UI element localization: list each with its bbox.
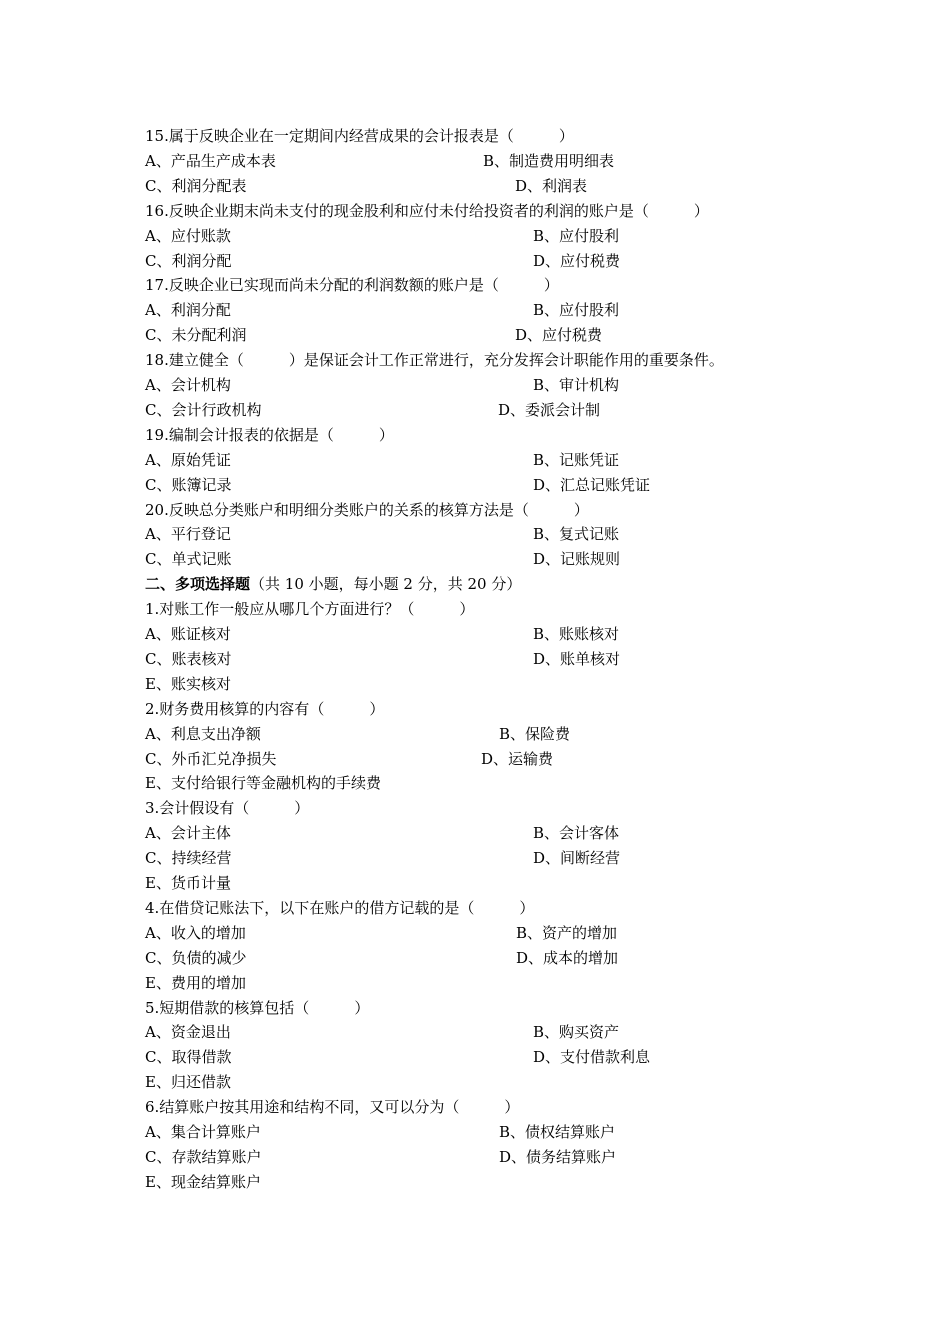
option-text: D、委派会计制	[498, 400, 601, 419]
question-text: 17.反映企业已实现而尚未分配的利润数额的账户是（ ）	[145, 276, 559, 295]
question-text: 2.财务费用核算的内容有（ ）	[145, 699, 385, 718]
option-text: C、存款结算账户	[145, 1147, 262, 1166]
question-text: E、账实核对	[145, 674, 231, 693]
option-text: C、负债的减少	[145, 948, 247, 967]
option-text: B、资产的增加	[516, 923, 618, 942]
option-text: D、支付借款利息	[533, 1048, 651, 1067]
option-text: A、资金退出	[145, 1023, 231, 1042]
option-text: C、利润分配	[145, 251, 232, 270]
option-text: C、利润分配表	[145, 176, 247, 195]
question-text: 6.结算账户按其用途和结构不同，又可以分为（ ）	[145, 1098, 520, 1117]
option-text: D、应付税费	[533, 251, 621, 270]
question-text: 19.编制会计报表的依据是（ ）	[145, 425, 394, 444]
option-text: B、账账核对	[533, 625, 620, 643]
option-text: C、持续经营	[145, 849, 232, 868]
option-text: B、债权结算账户	[499, 1123, 616, 1141]
option-text: D、利润表	[515, 176, 588, 195]
option-text: A、账证核对	[145, 625, 231, 643]
question-text: 4.在借贷记账法下，以下在账户的借方记载的是（ ）	[145, 898, 535, 917]
option-text: C、单式记账	[145, 550, 232, 569]
option-text: B、应付股利	[533, 301, 620, 320]
option-text: C、未分配利润	[145, 326, 247, 345]
option-text: B、制造费用明细表	[483, 151, 615, 170]
question-text: 15.属于反映企业在一定期间内经营成果的会计报表是（ ）	[145, 127, 574, 145]
option-text: B、会计客体	[533, 824, 620, 843]
option-text: B、复式记账	[533, 525, 620, 544]
option-text: D、账单核对	[533, 649, 621, 668]
question-text: E、货币计量	[145, 874, 231, 892]
question-text: 1.对账工作一般应从哪几个方面进行？（ ）	[145, 600, 475, 619]
option-text: B、购买资产	[533, 1023, 620, 1042]
option-text: D、成本的增加	[516, 948, 619, 967]
option-text: C、账表核对	[145, 649, 232, 668]
option-text: C、取得借款	[145, 1048, 232, 1067]
section-note: （共 10 小题，每小题 2 分，共 20 分）	[250, 575, 522, 594]
section-title: 二、多项选择题	[145, 575, 251, 594]
question-text: 20.反映总分类账户和明细分类账户的关系的核算方法是（ ）	[145, 500, 589, 519]
question-text: 18.建立健全（ ）是保证会计工作正常进行，充分发挥会计职能作用的重要条件。	[145, 351, 724, 370]
option-text: B、记账凭证	[533, 450, 620, 469]
option-text: D、间断经营	[533, 849, 621, 868]
question-text: E、费用的增加	[145, 973, 246, 992]
option-text: D、债务结算账户	[499, 1147, 617, 1166]
option-text: C、账簿记录	[145, 475, 232, 494]
question-text: 3.会计假设有（ ）	[145, 799, 310, 818]
option-text: A、原始凭证	[145, 450, 231, 469]
option-text: B、审计机构	[533, 376, 620, 394]
option-text: C、会计行政机构	[145, 400, 262, 419]
option-text: A、会计机构	[145, 376, 231, 394]
question-text: 5.短期借款的核算包括（ ）	[145, 998, 370, 1017]
option-text: A、收入的增加	[145, 923, 246, 942]
option-text: A、集合计算账户	[145, 1123, 261, 1141]
option-text: A、应付账款	[145, 226, 231, 245]
option-text: A、会计主体	[145, 824, 231, 843]
question-text: E、归还借款	[145, 1073, 231, 1092]
option-text: A、利润分配	[145, 301, 231, 320]
section-heading	[145, 574, 521, 594]
option-text: C、外币汇兑净损失	[145, 749, 277, 768]
option-text: D、运输费	[481, 749, 554, 768]
question-text: E、现金结算账户	[145, 1172, 261, 1191]
option-text: D、记账规则	[533, 550, 621, 569]
question-text: 16.反映企业期末尚未支付的现金股利和应付未付给投资者的利润的账户是（ ）	[145, 201, 709, 220]
option-text: A、产品生产成本表	[145, 151, 276, 170]
option-text: A、利息支出净额	[145, 724, 261, 743]
option-text: B、应付股利	[533, 226, 620, 245]
question-text: E、支付给银行等金融机构的手续费	[145, 774, 381, 793]
option-text: D、应付税费	[515, 326, 603, 345]
option-text: D、汇总记账凭证	[533, 475, 651, 494]
option-text: A、平行登记	[145, 525, 231, 544]
option-text: B、保险费	[499, 724, 571, 743]
